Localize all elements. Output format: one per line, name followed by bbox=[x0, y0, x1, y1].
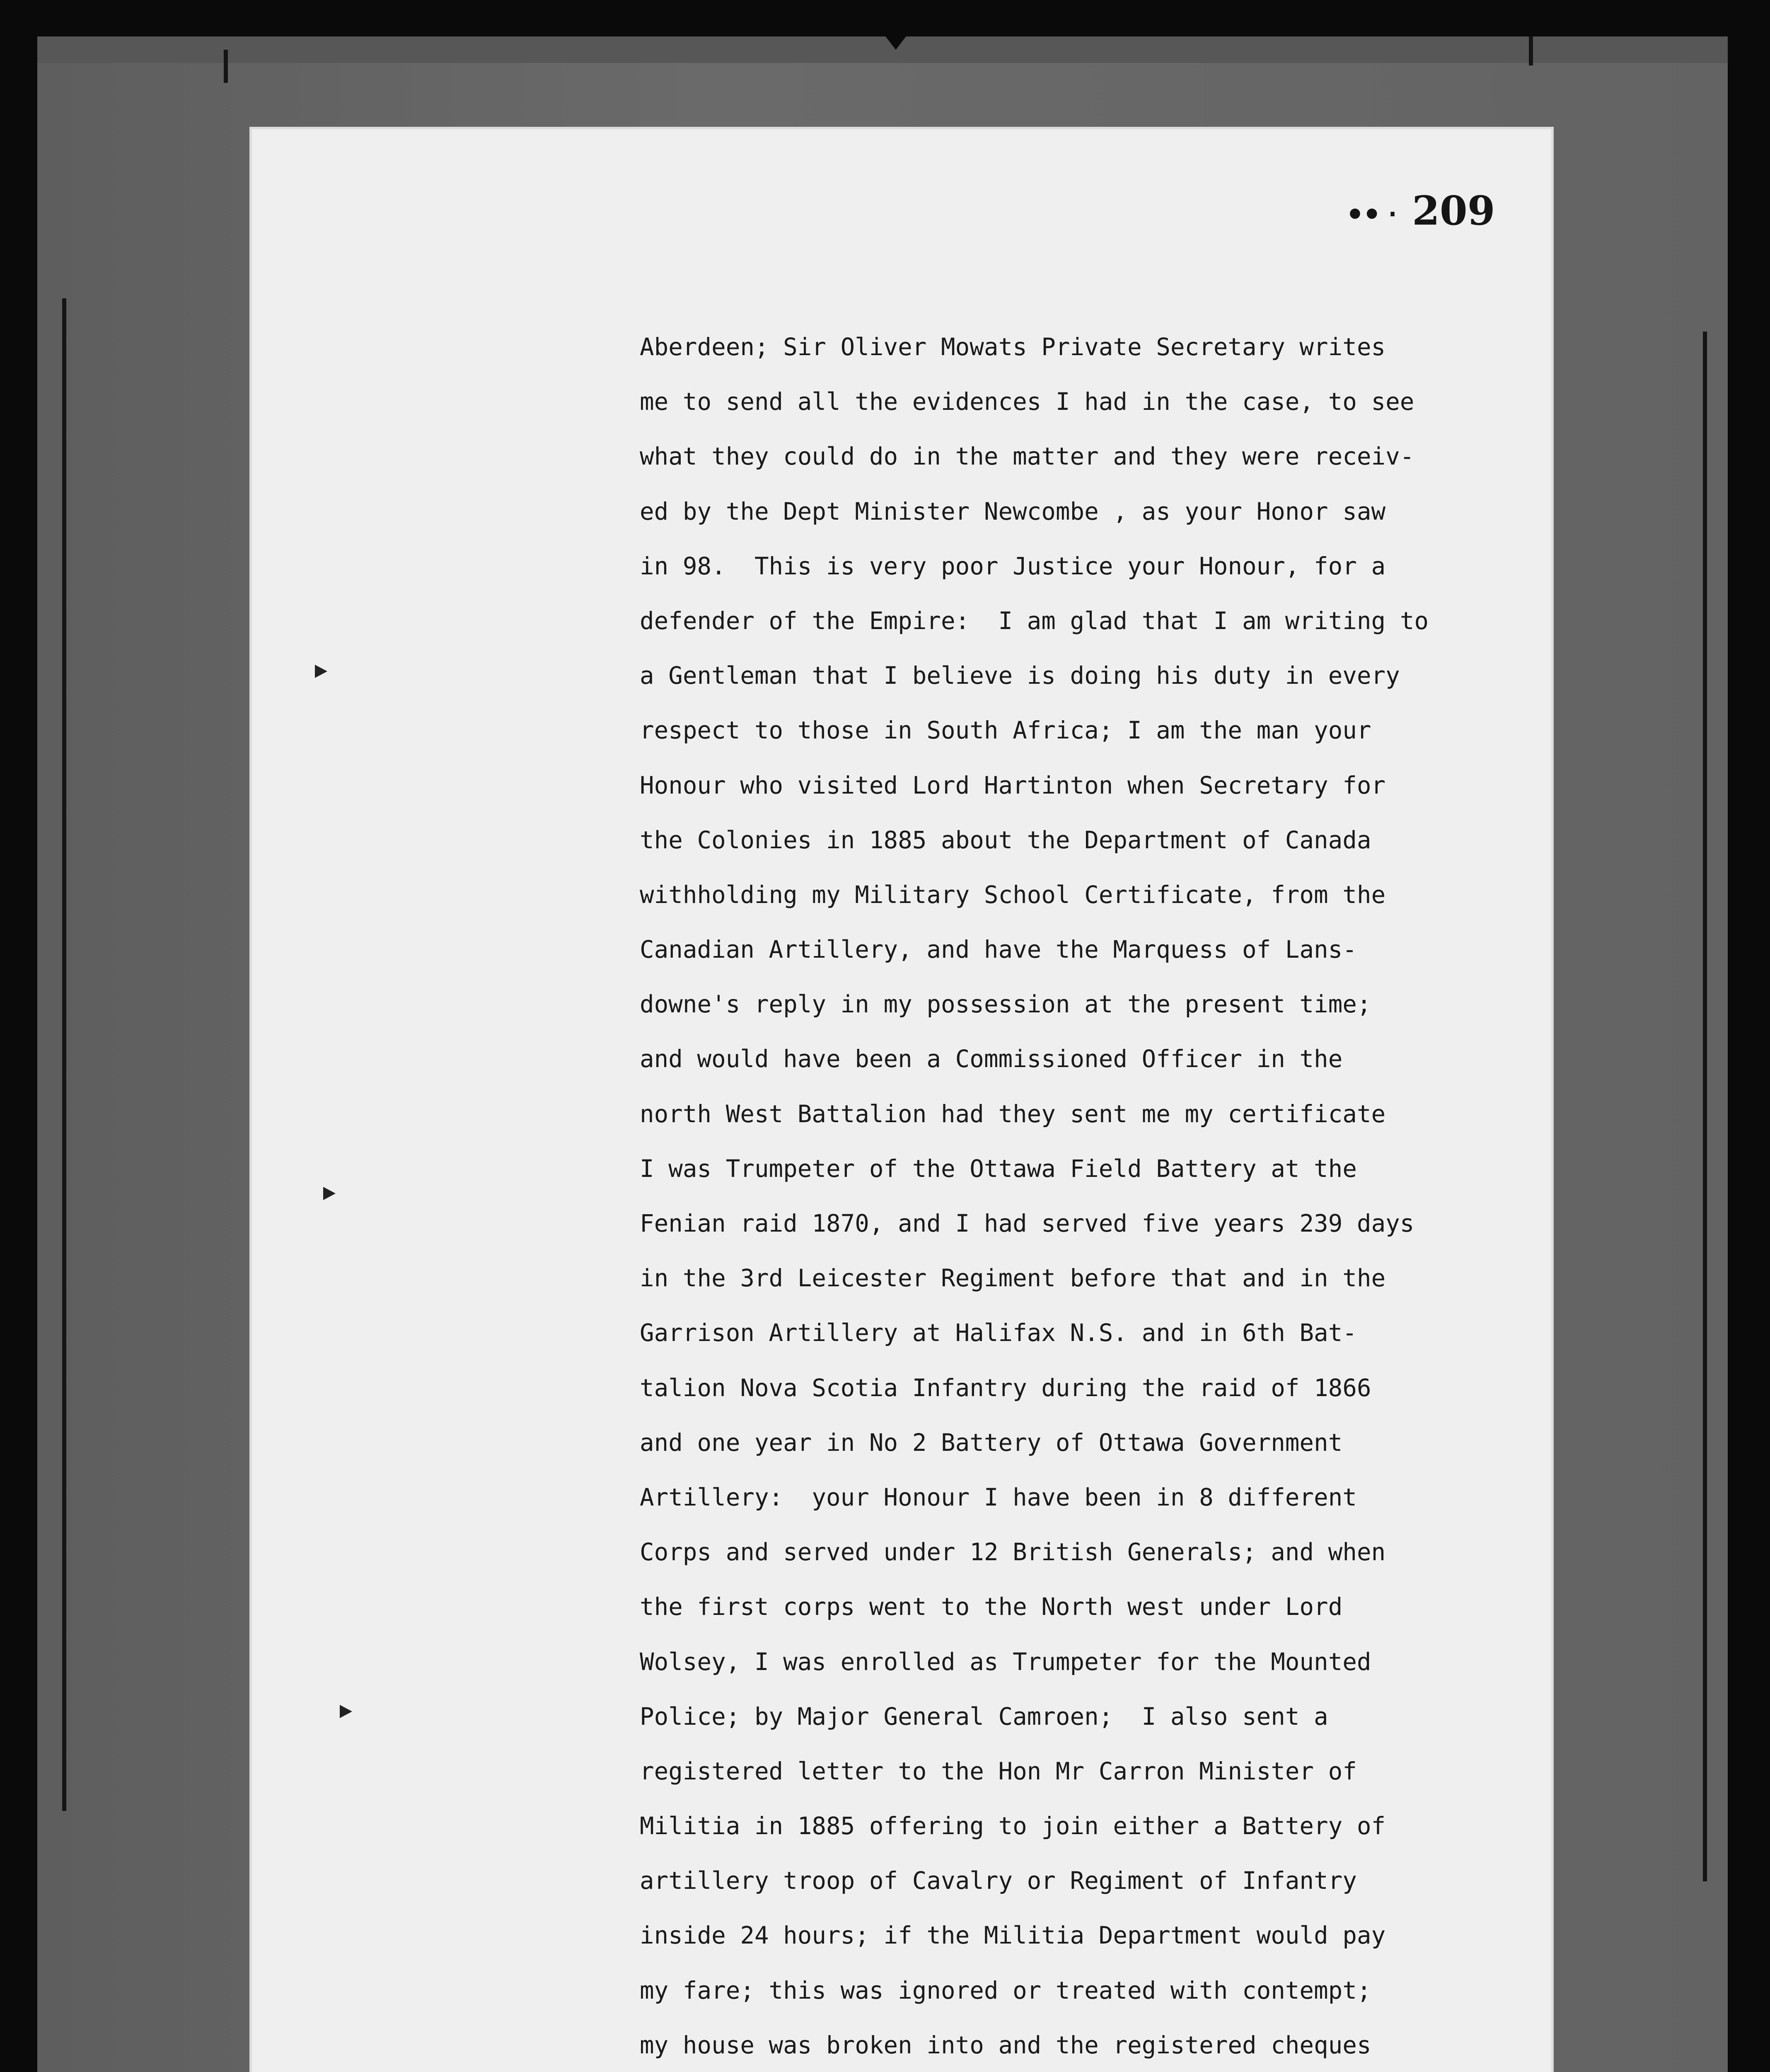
frame-tick-left bbox=[224, 50, 228, 83]
letter-line: defender of the Empire: I am glad that I am writing to bbox=[640, 607, 1429, 635]
letter-line: Artillery: your Honour I have been in 8 different bbox=[640, 1483, 1357, 1511]
letter-line: in 98. This is very poor Justice your Honour, for a bbox=[640, 552, 1386, 580]
letter-line: Honour who visited Lord Hartinton when Secretary for bbox=[640, 771, 1386, 799]
letter-line: in the 3rd Leicester Regiment before that and in the bbox=[640, 1264, 1386, 1293]
letter-line: withholding my Military School Certificate, from the bbox=[640, 881, 1386, 909]
letter-line: registered letter to the Hon Mr Carron Minister of bbox=[640, 1757, 1357, 1785]
letter-line: and would have been a Commissioned Officer in the bbox=[640, 1045, 1343, 1073]
letter-body bbox=[640, 320, 1551, 2072]
letter-line: my fare; this was ignored or treated with contempt; bbox=[640, 1976, 1371, 2004]
frame-tick-right bbox=[1529, 36, 1533, 65]
frame-rule-left bbox=[62, 298, 66, 1811]
letter-line: Aberdeen; Sir Oliver Mowats Private Secretary writes bbox=[640, 333, 1386, 361]
letter-line: ed by the Dept Minister Newcombe , as your Honor saw bbox=[640, 497, 1386, 525]
letter-line: Canadian Artillery, and have the Marquess of Lans- bbox=[640, 936, 1357, 964]
letter-line: the first corps went to the North west under Lord bbox=[640, 1593, 1343, 1621]
letter-line: talion Nova Scotia Infantry during the raid of 1866 bbox=[640, 1374, 1371, 1402]
letter-line: my house was broken into and the registered cheques bbox=[640, 2031, 1371, 2059]
margin-mark bbox=[340, 1705, 352, 1718]
letter-line: and one year in No 2 Battery of Ottawa Government bbox=[640, 1428, 1343, 1457]
letter-line: a Gentleman that I believe is doing his duty in every bbox=[640, 662, 1400, 690]
letter-line: the Colonies in 1885 about the Department of Canada bbox=[640, 826, 1371, 854]
letter-line: respect to those in South Africa; I am the man your bbox=[640, 716, 1371, 745]
letter-line: artillery troop of Cavalry or Regiment of Infantry bbox=[640, 1867, 1357, 1895]
letter-line: north West Battalion had they sent me my certificate bbox=[640, 1100, 1386, 1128]
letter-line: Wolsey, I was enrolled as Trumpeter for the Mounted bbox=[640, 1648, 1371, 1676]
page-number bbox=[1346, 187, 1495, 234]
frame-rule-right bbox=[1703, 332, 1707, 1881]
letter-line: what they could do in the matter and they were receiv- bbox=[640, 443, 1415, 471]
letter-line: Police; by Major General Camroen; I also sent a bbox=[640, 1702, 1328, 1731]
letter-line: inside 24 hours; if the Militia Department would pay bbox=[640, 1922, 1386, 1950]
page-number-value: 209 bbox=[1412, 187, 1495, 234]
margin-mark bbox=[315, 665, 327, 678]
letter-page bbox=[252, 129, 1551, 2072]
letter-line: Garrison Artillery at Halifax N.S. and in 6th Bat- bbox=[640, 1319, 1357, 1347]
film-notch bbox=[882, 31, 910, 50]
letter-line: Fenian raid 1870, and I had served five years 239 days bbox=[640, 1210, 1415, 1237]
letter-line: Corps and served under 12 British Generals; and when bbox=[640, 1538, 1386, 1566]
letter-line: me to send all the evidences I had in the case, to see bbox=[640, 388, 1415, 416]
page-number-prefix: •• ‧ bbox=[1346, 197, 1396, 232]
letter-line: downe's reply in my possession at the present time; bbox=[640, 990, 1371, 1019]
margin-mark bbox=[323, 1187, 336, 1200]
letter-line: Militia in 1885 offering to join either a Battery of bbox=[640, 1812, 1386, 1840]
letter-line: I was Trumpeter of the Ottawa Field Battery at the bbox=[640, 1155, 1357, 1183]
